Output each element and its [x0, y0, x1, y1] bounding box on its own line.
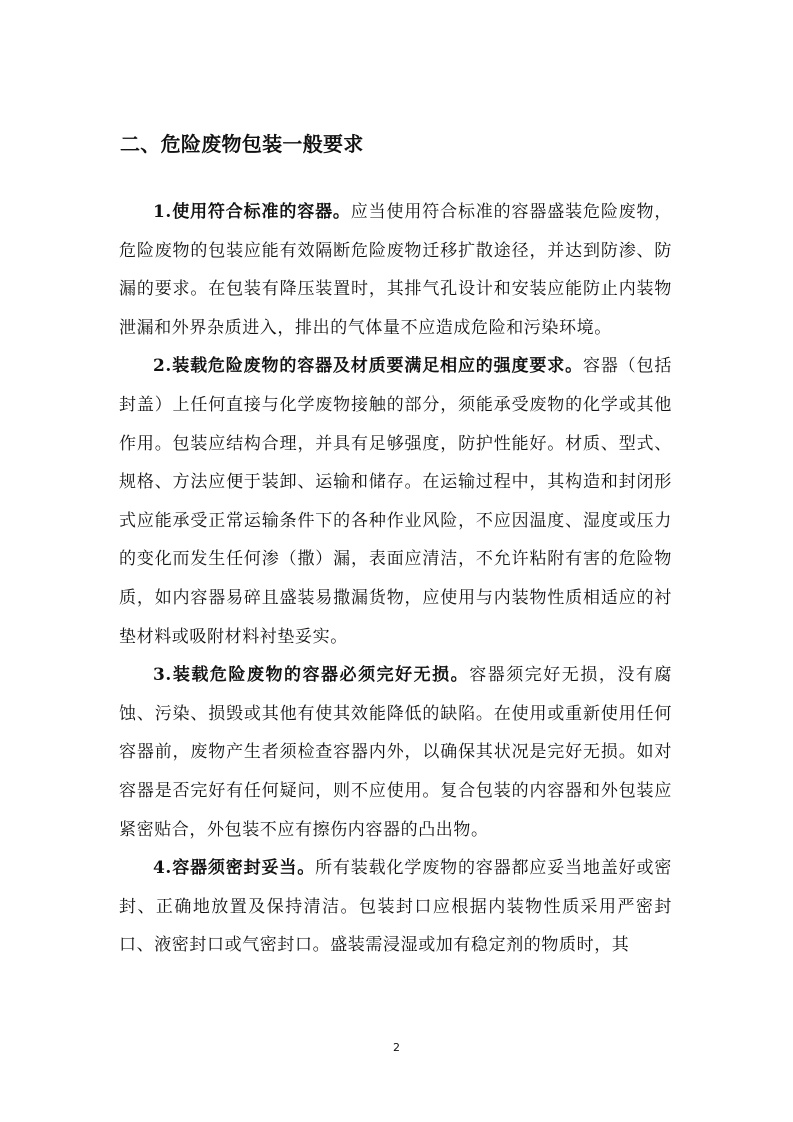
paragraph-4-heading: 4.容器须密封妥当。 [153, 858, 316, 879]
paragraph-3-heading: 3.装载危险废物的容器必须完好无损。 [153, 665, 470, 686]
paragraph-4-text: 所有装载化学废物的容器都应妥当地盖好或密封、正确地放置及保持清洁。包装封口应根据内装物性质采用严密封口、液密封口或气密封口。盛装需浸湿或加有稳定剂的物质时，其 [119, 858, 672, 956]
page-number: 2 [393, 1041, 400, 1054]
paragraph-1-text: 应当使用符合标准的容器盛装危险废物，危险废物的包装应能有效隔断危险废物迁移扩散途径，并达到防渗、防漏的要求。在包装有降压装置时，其排气孔设计和安装应能防止内装物泄漏和外界杂质进入，排出的气体量不应造成危险和污染环境。 [119, 202, 672, 338]
section-body [119, 193, 672, 965]
section-title: 二、危险废物包装一般要求 [120, 132, 364, 156]
paragraph-2-text: 容器（包括封盖）上任何直接与化学废物接触的部分，须能承受废物的化学或其他作用。包装应结构合理，并具有足够强度，防护性能好。材质、型式、规格、方法应便于装卸、运输和储存。在运输过程中，其构造和封闭形式应能承受正常运输条件下的各种作业风险，不应因温度、湿度或压力的变化而发生任何渗（撒）漏，表面应清洁，不允许粘附有害的危险物质，如内容器易碎且盛装易撒漏货物，应使用与内装物性质相适应的衬垫材料或吸附材料衬垫妥实。 [119, 356, 673, 647]
paragraph-3-text: 容器须完好无损，没有腐蚀、污染、损毁或其他有使其效能降低的缺陷。在使用或重新使用任何容器前，废物产生者须检查容器内外，以确保其状况是完好无损。如对容器是否完好有任何疑问，则不应使用。复合包装的内容器和外包装应紧密贴合，外包装不应有擦伤内容器的凸出物。 [119, 665, 673, 840]
paragraph-1-heading: 1.使用符合标准的容器。 [153, 202, 351, 222]
paragraph-3 [119, 656, 672, 849]
paragraph-2 [119, 347, 672, 656]
paragraph-4 [119, 849, 672, 965]
paragraph-1 [119, 193, 672, 347]
paragraph-2-heading: 2.装载危险废物的容器及材质要满足相应的强度要求。 [153, 356, 583, 377]
